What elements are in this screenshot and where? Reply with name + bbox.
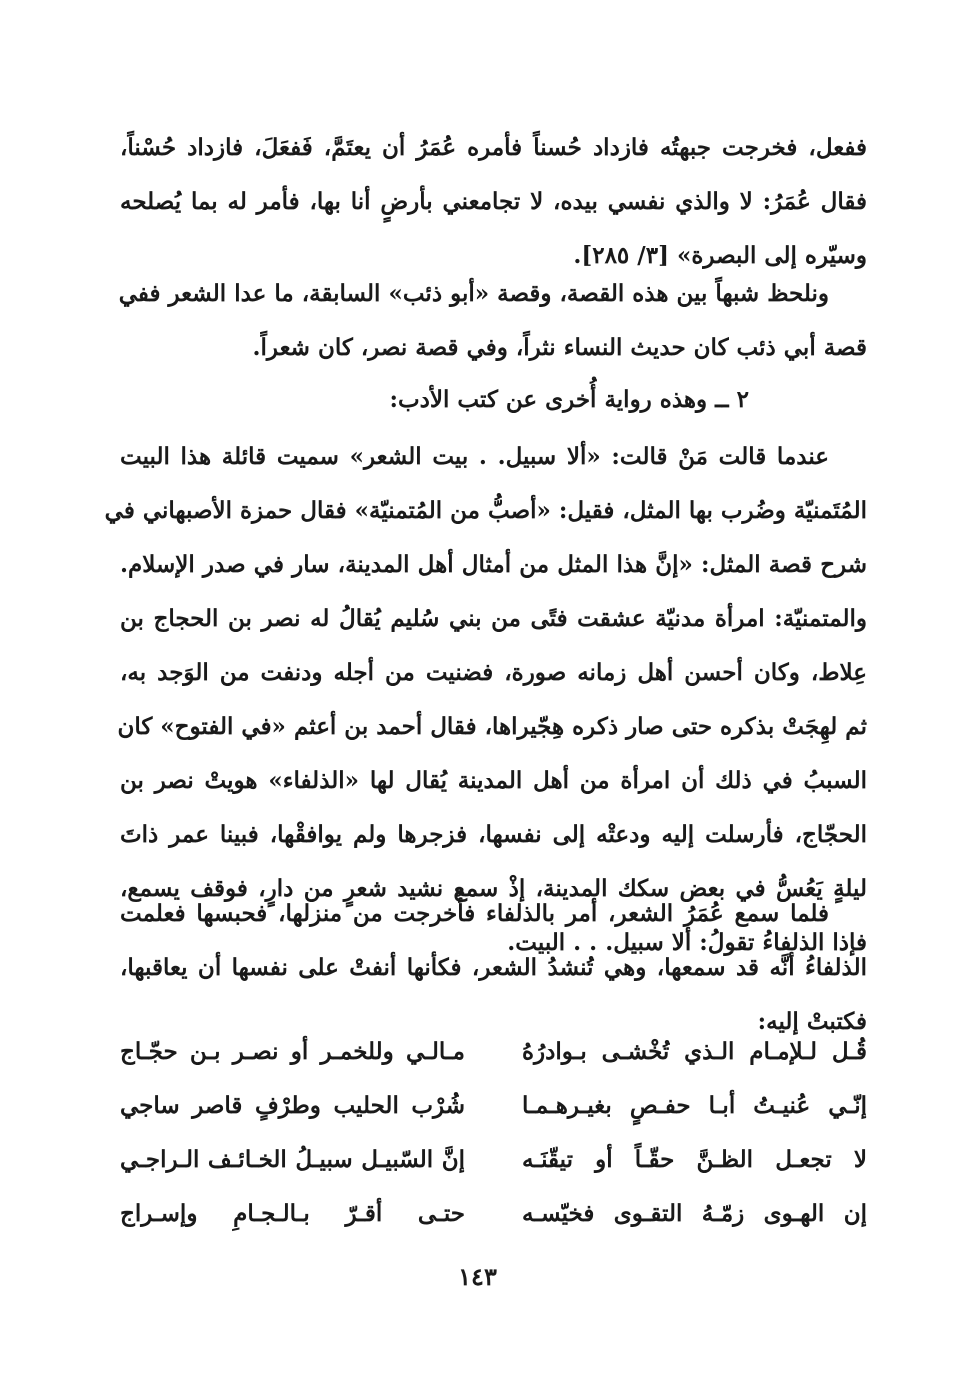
heading-text: ٢ ــ وهذه رواية أُخرى عن كتب الأدب:	[389, 386, 749, 413]
text-line: ثم لهِجَتْ بذكره حتى صار ذكره هِجّيراها، فقال أحمد بن أعثم «في الفتوح» كان	[117, 713, 867, 740]
verse-second-hemistich: مـالـي وللخمـر أو نصـر بـن حجّـاج	[120, 1038, 465, 1065]
verse-first-hemistich: قُـل لـلإمـام الـذي تُخْشـى بـوادرُهُ	[522, 1038, 867, 1065]
text-line: فكتبتْ إليه:	[757, 1008, 867, 1035]
text-line: فقال عُمَرُ: لا والذي نفسي بيده، لا تجامعني بأرضٍ أنا بها، فأمر له بما يُصلحه	[120, 188, 867, 215]
section-heading	[120, 373, 867, 427]
text-line: فلما سمع عُمَرُ الشعر، أمر بالذلفاء فأُخرجت من منزلها، فحبسها فعلمت	[120, 900, 829, 927]
text-line: الذلفاءُ أنَّه قد سمعها، وهي تُنشدُ الشعر، فكأنها أنفتْ على نفسها أن يعاقبها،	[120, 954, 867, 981]
paragraph-1	[120, 121, 867, 283]
text-line: عندما قالت مَنْ قالت: «ألا سبيل. . بيت الشعر» سميت قائلة هذا البيت	[120, 443, 829, 470]
verse-second-hemistich: حتـى أقـرّ بـالـجـامِ وإسـراج	[120, 1200, 465, 1227]
verse-second-hemistich: إنَّ السّبيـل سبيـلُ الخـائـف الـراجـي	[120, 1146, 465, 1173]
text-line: المُتَمنيّة وضُرب بها المثل، فقيل: «أصبُّ من المُتمنيّة» فقال حمزة الأصبهاني في	[104, 497, 867, 524]
text-line: ففعل، فخرجت جبهتُه فازداد حُسناً فأمره عُمَرُ أن يعتَمَّ، فَفعَلَ، فازداد حُسْناً،	[120, 134, 867, 161]
text-line: ليلةٍ يَعُسُّ في بعض سكك المدينة، إذْ سمع نشيد شعرٍ من دارٍ، فوقف يسمع،	[120, 875, 867, 902]
text-line: شرح قصة المثل: «إنَّ هذا المثل من أمثال أهل المدينة، سار في صدر الإسلام.	[120, 551, 867, 578]
text-line: والمتمنيّة: امرأة مدنيّة عشقت فتًى من بني سُليم يُقالُ له نصر بن الحجاج بن	[120, 605, 867, 632]
poem	[120, 1025, 867, 1241]
poem-verse	[120, 1079, 867, 1133]
text-line: ونلحظ شبهاً بين هذه القصة، وقصة «أبو ذئب» السابقة، ما عدا الشعر ففي	[118, 280, 829, 307]
paragraph-2	[120, 267, 867, 375]
text-line: السببُ في ذلك أن امرأة من أهل المدينة يُقال لها «الذلفاء» هويتْ نصر بن	[120, 767, 867, 794]
poem-verse	[120, 1187, 867, 1241]
page-number: ١٤٣	[458, 1262, 497, 1291]
text-line: عِلاط، وكان أحسن أهل زمانه صورة، فضنيت من أجله ودنفت من الوَجد به،	[120, 659, 867, 686]
verse-second-hemistich: شُرْب الحليب وطرْفٍ قاصر ساجي	[120, 1092, 465, 1119]
verse-first-hemistich: إنّـي عُنيـتُ أبـا حفـصٍ بغيـرهـمـا	[522, 1092, 867, 1119]
poem-verse	[120, 1133, 867, 1187]
text-line: وسيّره إلى البصرة» [٣/ ٢٨٥].	[573, 242, 867, 269]
verse-first-hemistich: لا تجعـل الظـنَّ حقّـاً أو تيقّنَـه	[522, 1146, 867, 1173]
text-line: قصة أبي ذئب كان حديث النساء نثراً، وفي قصة نصر، كان شعراً.	[252, 334, 867, 361]
text-line: فإذا الذلفاءُ تقولُ: ألا سبيل. . . البيت.	[507, 929, 867, 956]
text-line: الحجّاج، فأرسلت إليه ودعتْه إلى نفسها، فزجرها ولم يوافقْها، فبينا عمر ذاتَ	[120, 821, 867, 848]
verse-first-hemistich: إن الهـوى زمّـهُ التقـوى فخيّسـه	[522, 1200, 867, 1227]
poem-verse	[120, 1025, 867, 1079]
